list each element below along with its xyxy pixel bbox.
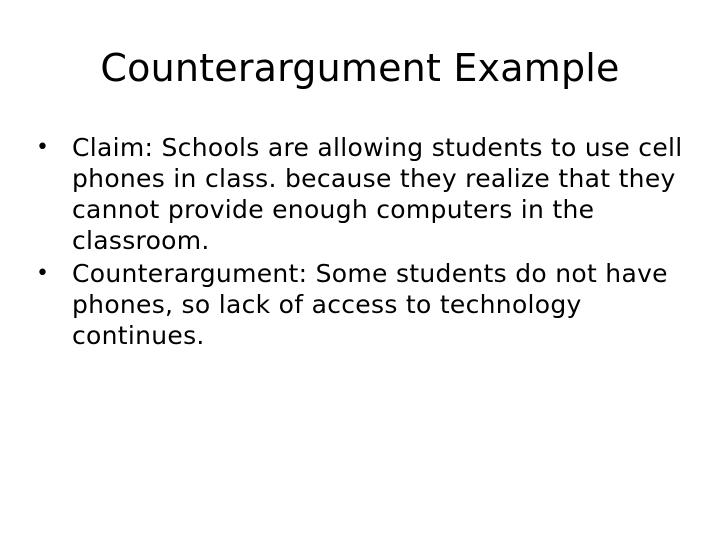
bullet-counterargument-text: Counterargument: Some students do not have phones, so lack of access to technology continues.	[72, 259, 668, 350]
bullet-claim-text: Claim: Schools are allowing students to use cell phones in class. because they realize that they cannot provide enough computers in the classroom.	[72, 133, 683, 255]
bullet-counterargument	[36, 258, 686, 351]
bullet-claim	[36, 132, 686, 256]
bullet-marker-icon: •	[36, 135, 50, 160]
bullet-marker-icon: •	[36, 261, 50, 286]
bullet-list	[36, 132, 686, 353]
slide-title: Counterargument Example	[100, 46, 620, 90]
